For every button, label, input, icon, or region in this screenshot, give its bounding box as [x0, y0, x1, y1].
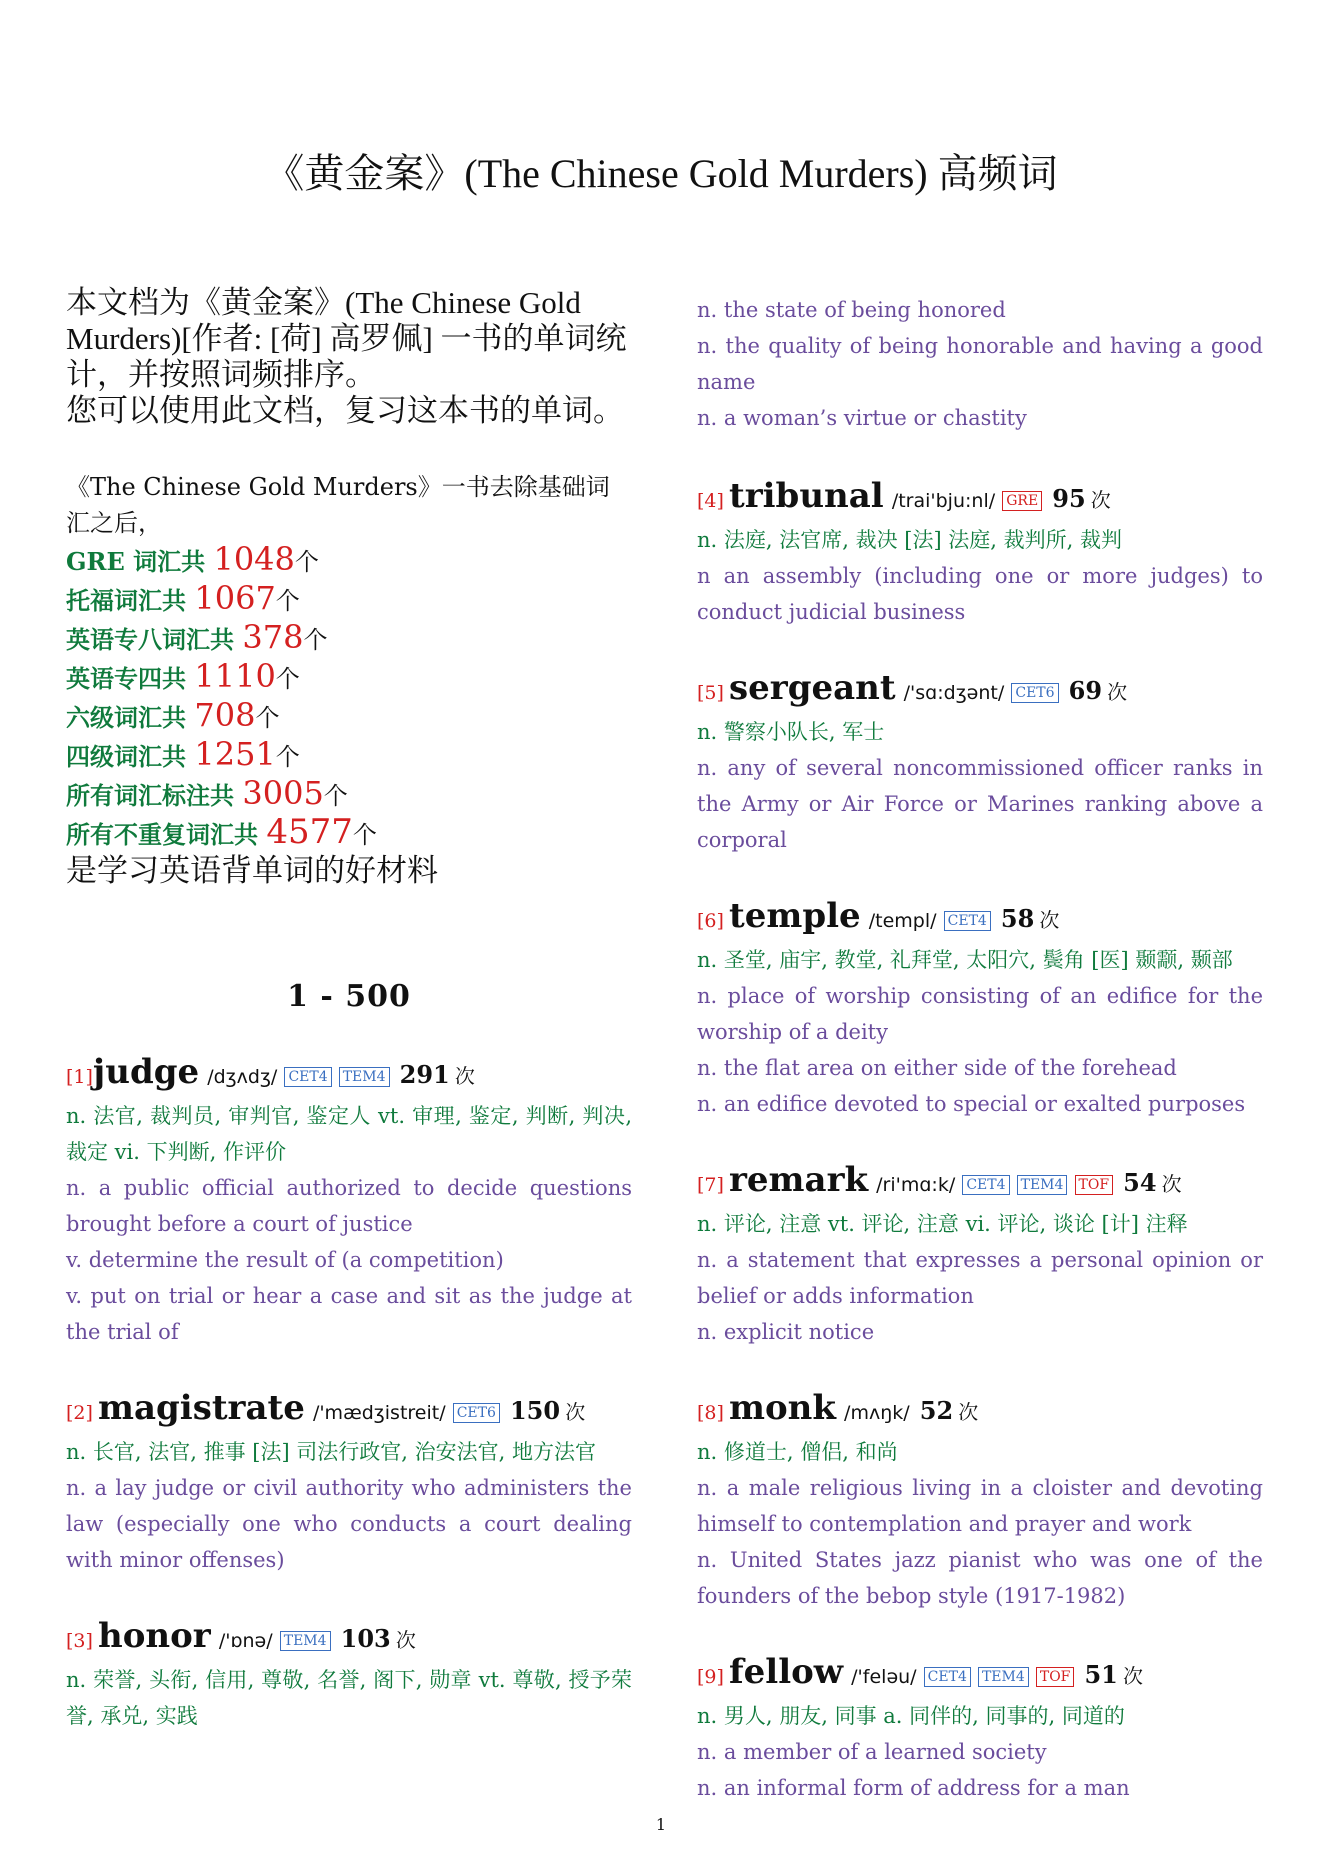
tag-badge: GRE: [1002, 491, 1042, 511]
english-definition: n. an edifice devoted to special or exalted purposes: [697, 1092, 1246, 1116]
entry-phonetic: /'mædʒistreit/: [312, 1402, 446, 1424]
english-definition: n. any of several noncommissioned officer ranks in the Army or Air Force or Marines ranking above a corporal: [697, 756, 1263, 852]
tag-badge: CET4: [962, 1175, 1009, 1195]
entry-phonetic: /ri'mɑ:k/: [876, 1174, 956, 1196]
entry-count-unit: 次: [395, 1628, 416, 1652]
page-title: 《黄金案》(The Chinese Gold Murders) 高频词: [264, 151, 1058, 196]
entry-index: [2]: [66, 1402, 93, 1424]
chinese-definition: n. 法庭, 法官席, 裁决 [法] 法庭, 裁判所, 裁判: [697, 528, 1123, 552]
entry-count: 291: [399, 1060, 450, 1089]
entry-head: [66, 1388, 632, 1434]
stat-number: 1110: [194, 657, 276, 695]
entry-word: honor: [98, 1616, 211, 1656]
entry-head: [697, 1160, 1263, 1206]
stat-unique: [66, 814, 632, 853]
stat-cet6: [66, 697, 632, 736]
entry-word: remark: [729, 1160, 869, 1200]
entry-head: [697, 668, 1263, 714]
entry-head: [697, 476, 1263, 522]
entry-count: 69: [1068, 676, 1103, 705]
stat-number: 4577: [266, 812, 353, 852]
stat-number: 708: [194, 696, 256, 734]
entry-continuation: [697, 292, 1263, 436]
chinese-definition: n. 圣堂, 庙宇, 教堂, 礼拜堂, 太阳穴, 鬓角 [医] 颞颥, 颞部: [697, 948, 1233, 972]
left-column: [66, 285, 632, 1772]
stat-label: GRE 词汇共: [66, 547, 214, 576]
tag-badge: TOF: [1075, 1175, 1114, 1195]
entry-count-unit: 次: [565, 1400, 586, 1424]
english-definition: n. a statement that expresses a personal opinion or belief or adds information: [697, 1248, 1263, 1308]
word-entry: [66, 1388, 632, 1578]
entry-count: 58: [1000, 904, 1035, 933]
stat-label: 托福词汇共: [66, 586, 195, 615]
stat-unit: 个: [323, 782, 348, 810]
entry-head: [697, 1652, 1263, 1698]
stat-label: 六级词汇共: [66, 703, 195, 732]
stat-number: 378: [242, 618, 304, 656]
entry-head: [697, 896, 1263, 942]
english-definition: n. the flat area on either side of the forehead: [697, 1056, 1177, 1080]
entry-count-unit: 次: [1039, 908, 1060, 932]
english-definition: n. place of worship consisting of an edifice for the worship of a deity: [697, 984, 1263, 1044]
chinese-definition: n. 荣誉, 头衔, 信用, 尊敬, 名誉, 阁下, 勋章 vt. 尊敬, 授予荣誉, 承兑, 实践: [66, 1668, 632, 1728]
entry-phonetic: /dʒʌdʒ/: [207, 1066, 278, 1088]
intro-line-2: 您可以使用此文档，复习这本书的单词。: [66, 393, 624, 428]
entry-count: 103: [340, 1624, 391, 1653]
entry-index: [8]: [697, 1402, 724, 1424]
entry-word: temple: [729, 896, 861, 936]
page-number: 1: [655, 1815, 667, 1834]
stat-all-tagged: [66, 775, 632, 814]
summary-closing: 是学习英语背单词的好材料: [66, 853, 438, 889]
stat-unit: 个: [255, 704, 280, 732]
english-definition: n. an informal form of address for a man: [697, 1776, 1130, 1800]
chinese-definition: n. 男人, 朋友, 同事 a. 同伴的, 同事的, 同道的: [697, 1704, 1125, 1728]
english-definition: n an assembly (including one or more judges) to conduct judicial business: [697, 564, 1263, 624]
entry-count: 52: [919, 1396, 954, 1425]
word-entry: [697, 1652, 1263, 1806]
tag-badge: TEM4: [1017, 1175, 1068, 1195]
entry-count-unit: 次: [1122, 1664, 1143, 1688]
tag-badge: TEM4: [978, 1667, 1029, 1687]
entry-index: [9]: [697, 1666, 724, 1688]
stat-unit: 个: [275, 587, 300, 615]
entry-word: sergeant: [729, 668, 896, 708]
english-definition: v. determine the result of (a competition): [66, 1248, 504, 1272]
entry-head: [66, 1616, 632, 1662]
entry-index: [4]: [697, 490, 724, 512]
chinese-definition: n. 长官, 法官, 推事 [法] 司法行政官, 治安法官, 地方法官: [66, 1440, 597, 1464]
entry-count: 51: [1084, 1660, 1118, 1689]
tag-badge: CET4: [284, 1067, 331, 1087]
entry-head: [697, 1388, 1263, 1434]
entry-count-unit: 次: [1090, 488, 1111, 512]
stat-label: 所有不重复词汇共: [66, 820, 267, 849]
stat-unit: 个: [275, 743, 300, 771]
entry-phonetic: /'ɒnə/: [218, 1630, 273, 1652]
entry-index: [6]: [697, 910, 724, 932]
tag-badge: CET4: [944, 911, 991, 931]
tag-badge: CET6: [453, 1403, 500, 1423]
english-definition: n. a male religious living in a cloister and devoting himself to contemplation and prayer and work: [697, 1476, 1263, 1536]
stat-unit: 个: [294, 548, 319, 576]
stat-label: 四级词汇共: [66, 742, 195, 771]
entry-word: monk: [729, 1388, 836, 1428]
word-entry: [66, 1052, 632, 1350]
english-definition: n. United States jazz pianist who was one of the founders of the bebop style (1917-1982): [697, 1548, 1263, 1608]
stat-tem4: [66, 658, 632, 697]
english-definition: n. explicit notice: [697, 1320, 875, 1344]
word-entry: [697, 1388, 1263, 1614]
stat-label: 英语专八词汇共: [66, 625, 243, 654]
entry-phonetic: /'sɑ:dʒənt/: [903, 682, 1005, 704]
entry-index: [1]: [66, 1066, 93, 1088]
entry-count-unit: 次: [1107, 680, 1128, 704]
stat-unit: 个: [352, 821, 377, 849]
entry-count: 95: [1052, 484, 1086, 513]
intro-line-1: 本文档为《黄金案》(The Chinese Gold Murders)[作者: [荷] 高罗佩] 一书的单词统计，并按照词频排序。: [66, 285, 627, 392]
word-entry: [697, 1160, 1263, 1350]
english-definition: n. the quality of being honorable and having a good name: [697, 334, 1263, 394]
word-entry: [66, 1616, 632, 1734]
stat-number: 3005: [242, 774, 324, 812]
tag-badge: TOF: [1036, 1667, 1075, 1687]
entry-word: tribunal: [729, 476, 884, 516]
chinese-definition: n. 修道士, 僧侣, 和尚: [697, 1440, 898, 1464]
english-definition: n. a woman’s virtue or chastity: [697, 406, 1027, 430]
entry-count-unit: 次: [454, 1064, 475, 1088]
entry-count-unit: 次: [1161, 1172, 1182, 1196]
stat-number: 1251: [194, 735, 276, 773]
entry-index: [3]: [66, 1630, 93, 1652]
word-entry: [697, 668, 1263, 858]
entry-word: fellow: [729, 1652, 844, 1692]
stat-cet4: [66, 736, 632, 775]
stat-gre: [66, 541, 632, 580]
range-heading: 1 - 500: [287, 979, 411, 1014]
tag-badge: TEM4: [280, 1631, 331, 1651]
stat-unit: 个: [275, 665, 300, 693]
english-definition: n. a public official authorized to decide questions brought before a court of justice: [66, 1176, 632, 1236]
english-definition: n. the state of being honored: [697, 298, 1006, 322]
right-column: [697, 292, 1263, 1844]
entry-word: judge: [92, 1052, 200, 1092]
stat-label: 英语专四共: [66, 664, 195, 693]
tag-badge: TEM4: [339, 1067, 390, 1087]
chinese-definition: n. 警察小队长, 军士: [697, 720, 885, 744]
tag-badge: CET6: [1011, 683, 1058, 703]
english-definition: v. put on trial or hear a case and sit as the judge at the trial of: [66, 1284, 632, 1344]
entry-phonetic: /'feləu/: [851, 1666, 917, 1688]
entry-count: 150: [509, 1396, 561, 1425]
summary-lead: 《The Chinese Gold Murders》一书去除基础词汇之后，: [66, 473, 610, 537]
stat-number: 1067: [194, 579, 276, 617]
entry-count-unit: 次: [958, 1400, 979, 1424]
entry-phonetic: /trai'bju:nl/: [891, 490, 996, 512]
word-entry: [697, 896, 1263, 1122]
entry-phonetic: /templ/: [868, 910, 937, 932]
entry-index: [7]: [697, 1174, 724, 1196]
stat-number: 1048: [213, 540, 295, 578]
stat-unit: 个: [303, 626, 328, 654]
entry-index: [5]: [697, 682, 724, 704]
word-entry: [697, 476, 1263, 630]
stat-toefl: [66, 580, 632, 619]
stat-tem8: [66, 619, 632, 658]
entry-count: 54: [1123, 1168, 1157, 1197]
english-definition: n. a lay judge or civil authority who administers the law (especially one who conducts a court dealing with minor offenses): [66, 1476, 632, 1572]
chinese-definition: n. 法官, 裁判员, 审判官, 鉴定人 vt. 审理, 鉴定, 判断, 判决, 裁定 vi. 下判断, 作评价: [66, 1104, 632, 1164]
stat-label: 所有词汇标注共: [66, 781, 243, 810]
english-definition: n. a member of a learned society: [697, 1740, 1047, 1764]
chinese-definition: n. 评论, 注意 vt. 评论, 注意 vi. 评论, 谈论 [计] 注释: [697, 1212, 1188, 1236]
intro: [66, 285, 632, 429]
tag-badge: CET4: [924, 1667, 971, 1687]
entry-phonetic: /mʌŋk/: [844, 1402, 910, 1424]
entry-head: [66, 1052, 632, 1098]
entry-word: magistrate: [98, 1388, 305, 1428]
